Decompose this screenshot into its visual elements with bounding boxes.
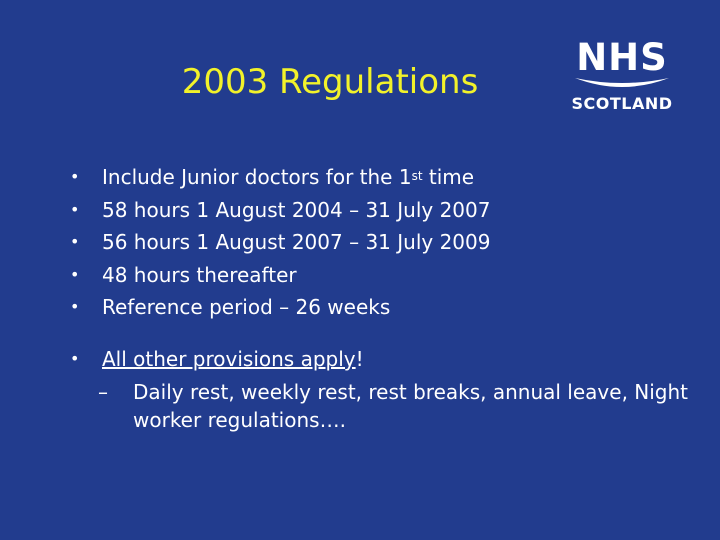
bullet-item: • Include Junior doctors for the 1st time <box>70 161 490 194</box>
bullet-dot-icon: • <box>70 232 80 251</box>
bullet-dot-icon: • <box>70 349 80 368</box>
bullet-item: • Reference period – 26 weeks <box>70 291 490 324</box>
provisions-bullet: • All other provisions apply! <box>70 344 364 374</box>
provisions-link[interactable]: All other provisions apply <box>102 347 356 371</box>
nhs-logo-text: NHS <box>576 36 668 79</box>
bullet-item: • 58 hours 1 August 2004 – 31 July 2007 <box>70 194 490 227</box>
bullet-dot-icon: • <box>70 167 80 186</box>
bullet-dot-icon: • <box>70 264 80 284</box>
bullet-list <box>70 161 490 324</box>
scotland-logo-text: SCOTLAND <box>571 94 673 113</box>
bullet-item: • 48 hours thereafter <box>70 259 490 292</box>
bullet-item: • 56 hours 1 August 2007 – 31 July 2009 <box>70 226 490 259</box>
swoosh-icon <box>567 72 677 94</box>
slide-title: 2003 Regulations <box>181 62 479 102</box>
provisions-block <box>70 344 364 374</box>
bullet-dot-icon: • <box>70 297 80 316</box>
bullet-dot-icon: • <box>70 199 80 219</box>
provisions-sub-item <box>98 378 688 434</box>
nhs-scotland-logo <box>567 38 677 118</box>
dash-marker: – <box>98 380 108 404</box>
provisions-sub-text: Daily rest, weekly rest, rest breaks, annual leave, Night worker regulations…. <box>133 380 689 432</box>
